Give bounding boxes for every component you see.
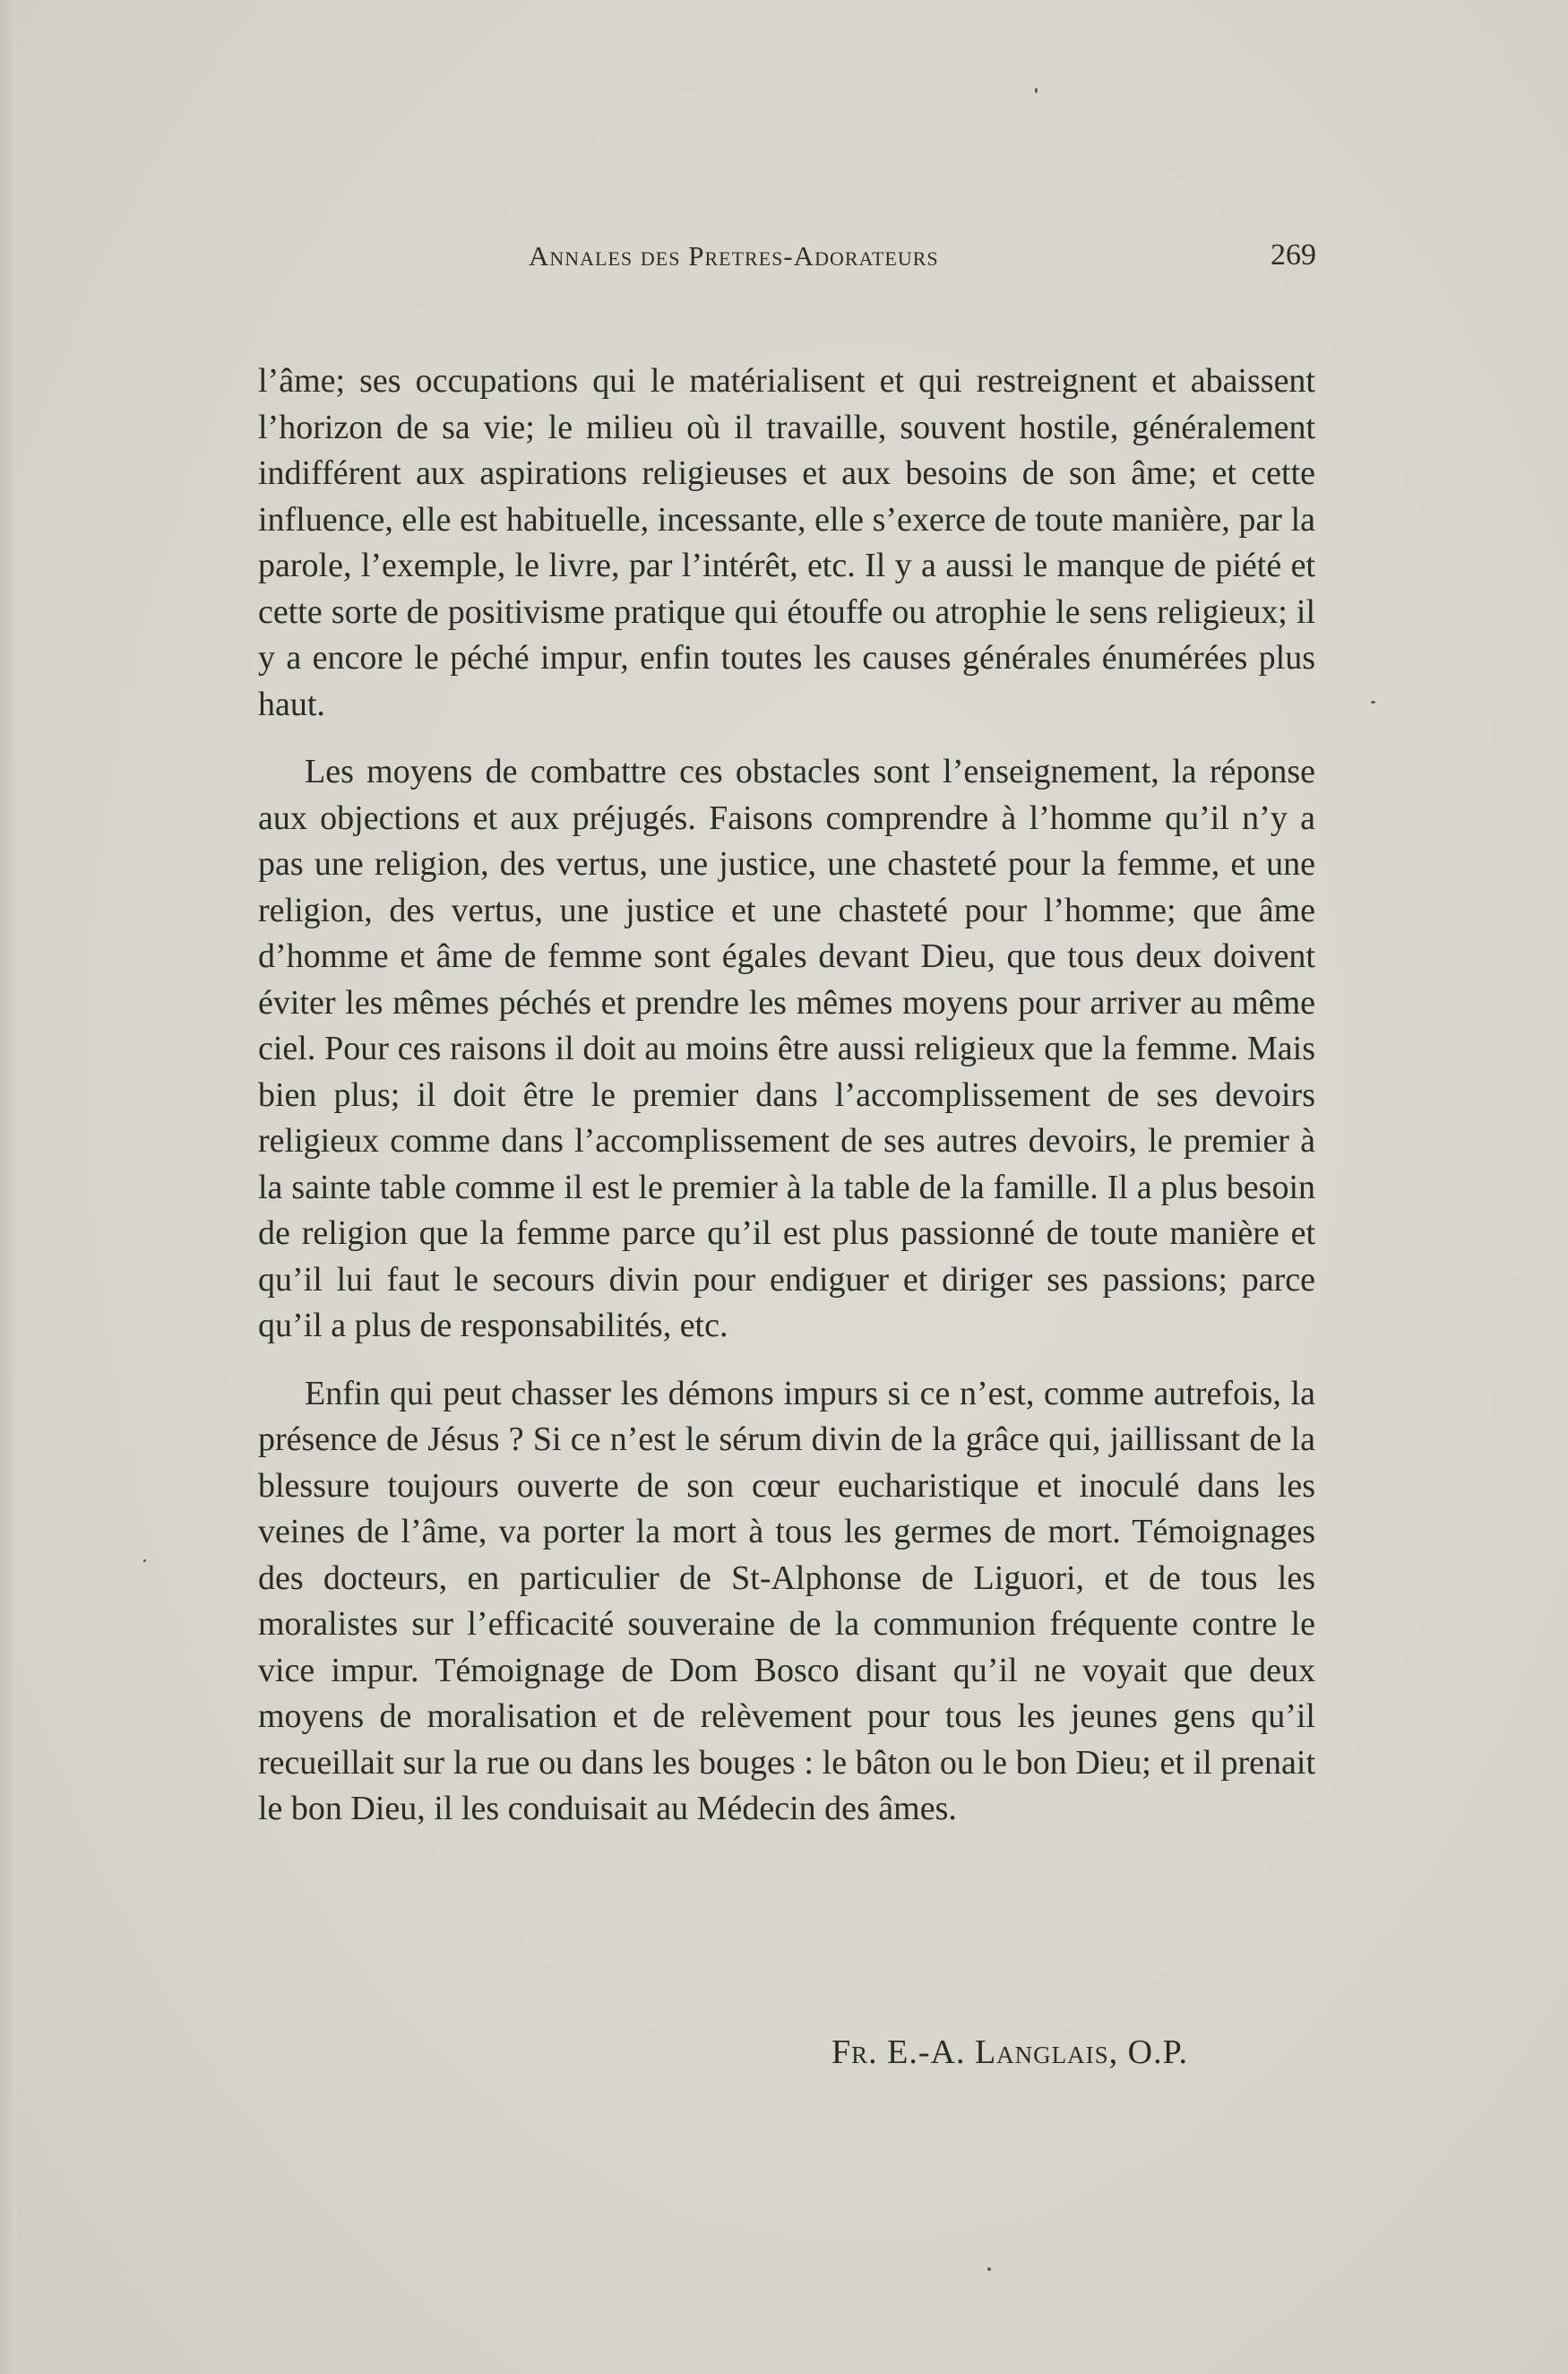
paper-speck <box>143 1559 146 1562</box>
page-binding-edge <box>0 0 16 2374</box>
body-text <box>258 358 1315 1854</box>
paragraph-2: Les moyens de combattre ces obstacles sont l’enseignement, la réponse aux objections et aux préjugés. Faisons comprendre à l’homme qu’il n’y a pas une religion, des vertus, une justice, une chasteté pour la femme, et une religion, des vertus, une justice et une chasteté pour l’homme; que âme d’homme et âme de femme sont égales devant Dieu, que tous deux doivent éviter les mêmes péchés et prendre les mêmes moyens pour arriver au même ciel. Pour ces raisons il doit au moins être aussi religieux que la femme. Mais bien plus; il doit être le premier dans l’accomplissement de ses devoirs religieux comme dans l’accomplissement de ses autres devoirs, le premier à la sainte table comme il est le premier à la table de la famille. Il a plus besoin de religion que la femme parce qu’il est plus passionné de toute manière et qu’il lui faut le secours divin pour endiguer et diriger ses passions; parce qu’il a plus de responsabilités, etc. <box>258 753 1315 1344</box>
author-signature: Fr. E.-A. Langlais, O.P. <box>831 2033 1189 2071</box>
running-title: Annales des Pretres-Adorateurs <box>529 240 939 272</box>
paper-speck <box>1035 88 1038 93</box>
page-number: 269 <box>1271 238 1316 272</box>
paragraph-3: Enfin qui peut chasser les démons impurs si ce n’est, comme autrefois, la présence de Jésus ? Si ce n’est le sérum divin de la grâce qui, jaillissant de la blessure toujours ouverte de son cœur eucharistique et inoculé dans les veines de l’âme, va porter la mort à tous les germes de mort. Témoignages des docteurs, en particulier de St-Alphonse de Liguori, et de tous les moralistes sur l’efficacité souveraine de la communion fréquente contre le vice impur. Témoignage de Dom Bosco disant qu’il ne voyait que deux moyens de moralisation et de relèvement pour tous les jeunes gens qu’il recueillait sur la rue ou dans les bouges : le bâton ou le bon Dieu; et il prenait le bon Dieu, il les conduisait au Médecin des âmes. <box>258 1374 1315 1827</box>
paragraph-1: l’âme; ses occupations qui le matérialisent et qui restreignent et abaissent l’horizon de sa vie; le milieu où il travaille, souvent hostile, généralement indifférent aux aspirations religieuses et aux besoins de son âme; et cette influence, elle est habituelle, incessante, elle s’exerce de toute manière, par la parole, l’exemple, le livre, par l’intérêt, etc. Il y a aussi le manque de piété et cette sorte de positivisme pratique qui étouffe ou atrophie le sens religieux; il y a encore le péché impur, enfin toutes les causes générales énumérées plus haut. <box>258 362 1315 723</box>
paper-speck <box>1371 701 1375 704</box>
paper-speck <box>987 2267 991 2271</box>
